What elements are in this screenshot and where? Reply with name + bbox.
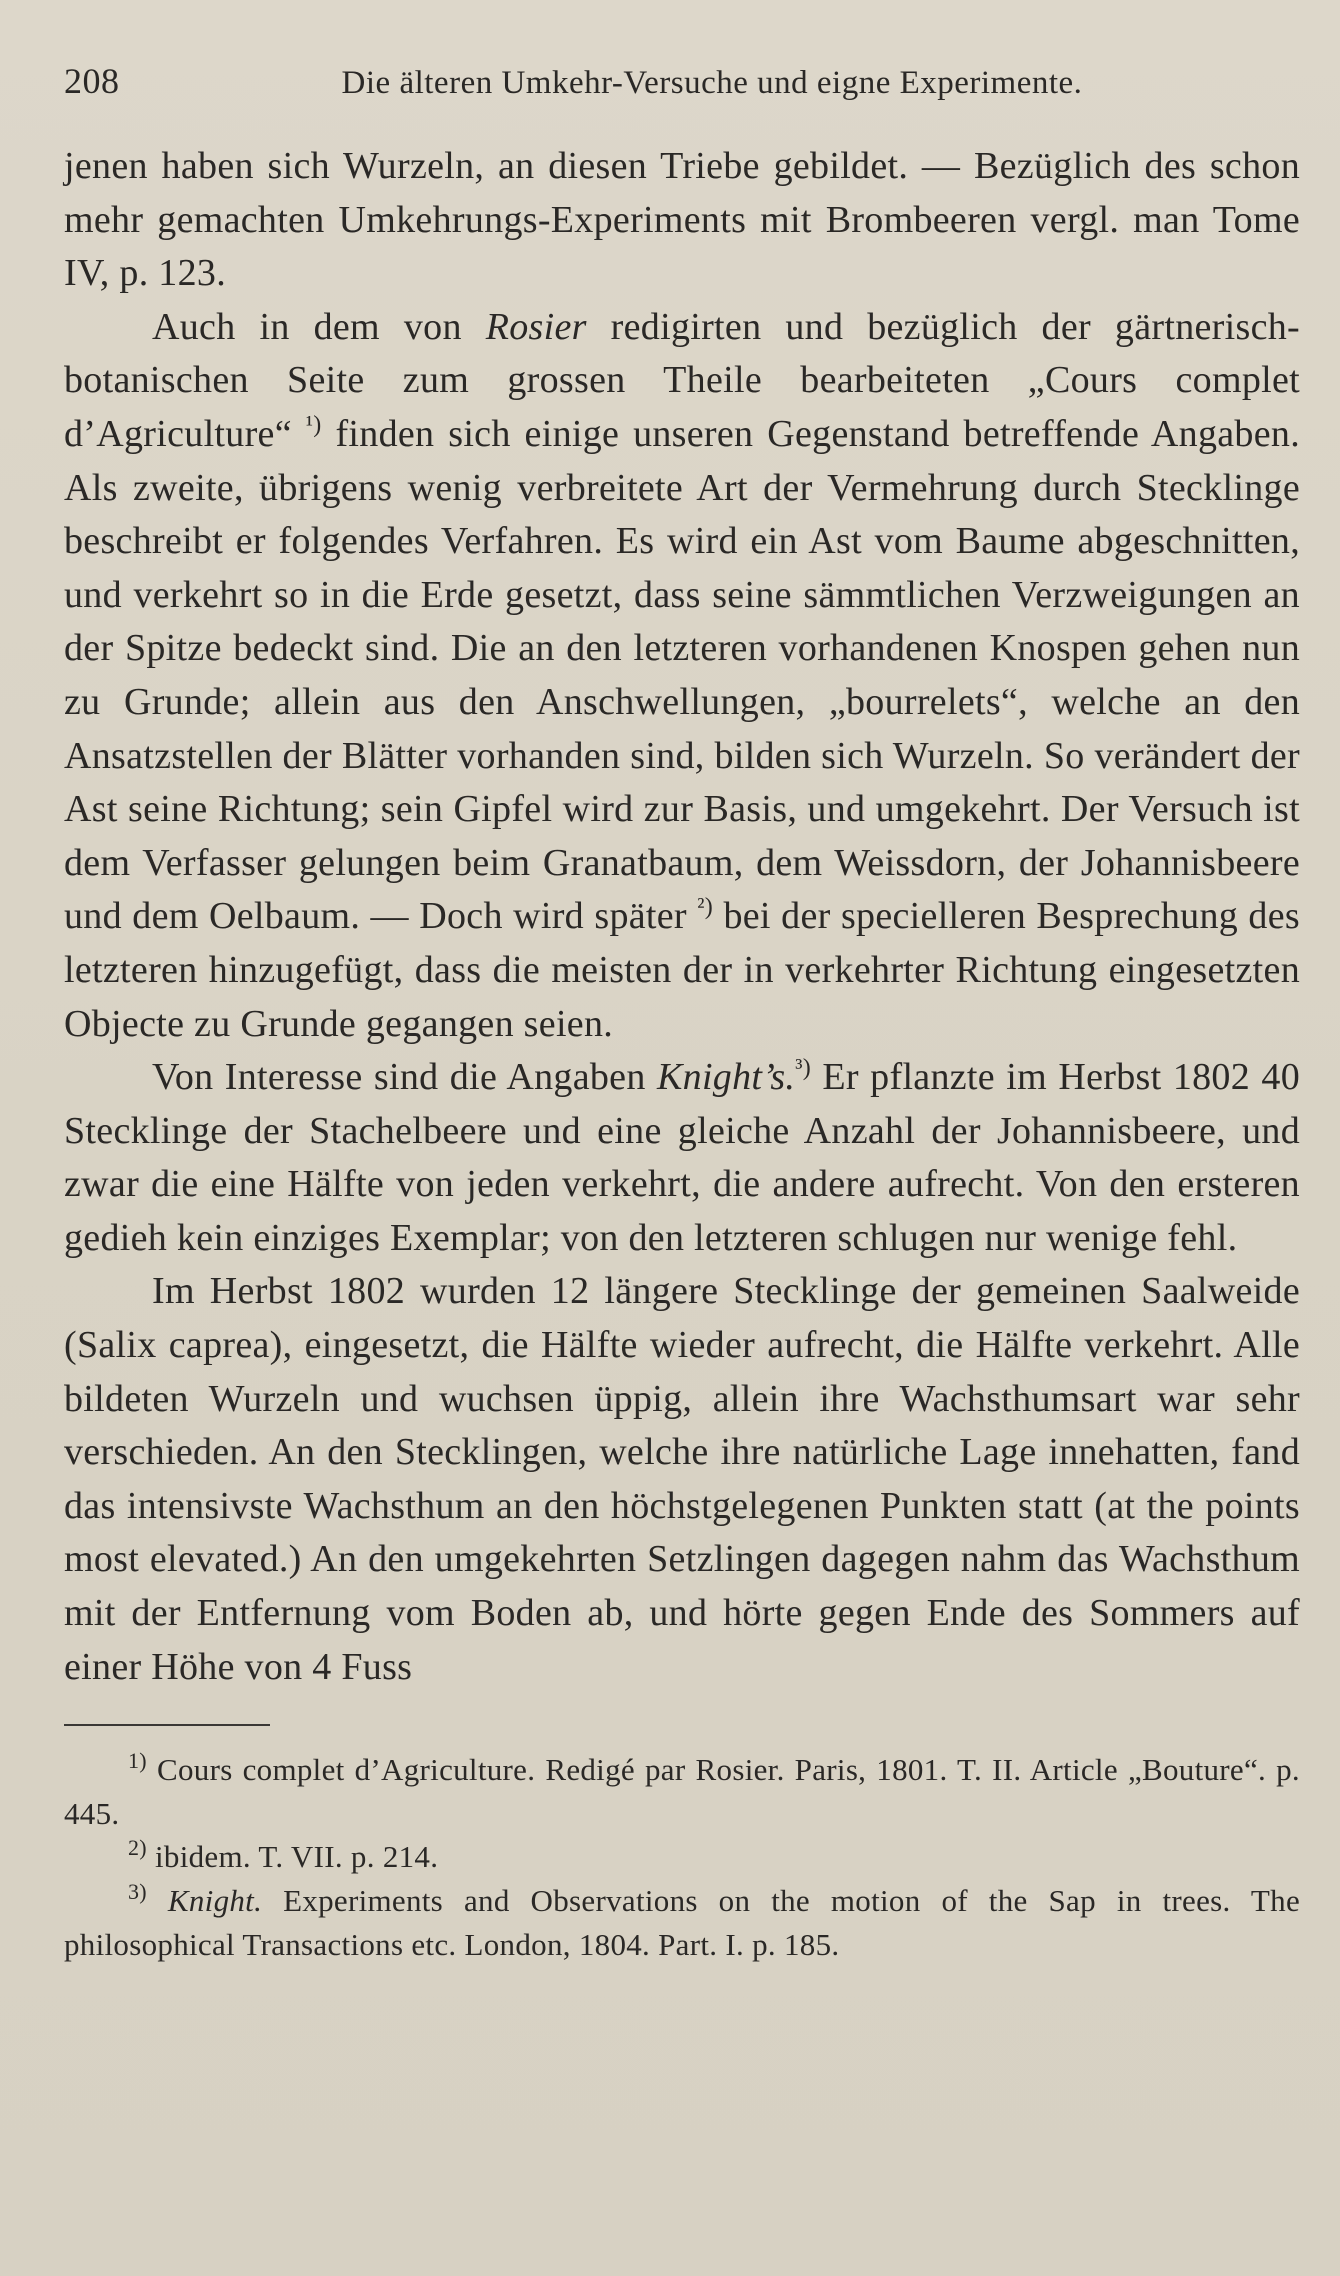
paragraph-3-text-b: Er pflanzte im Herbst 1802 40 Stecklinge der Stachelbeere und eine gleiche Anzahl der Johannisbeere, und zwar die eine Hälfte von jeden verkehrt, die andere aufrecht. Von den ersteren gedieh kein einziges Exemplar; von den letzteren schlugen nur wenige fehl. xyxy=(64,1056,1300,1259)
paragraph-4-text: Im Herbst 1802 wurden 12 längere Stecklinge der gemeinen Saalweide (Salix caprea), eingesetzt, die Hälfte wieder aufrecht, die Hälfte verkehrt. Alle bildeten Wurzeln und wuchsen üppig, allein ihre Wachsthumsart war sehr verschieden. An den Stecklingen, welche ihre natürliche Lage innehatten, fand das intensivste Wachsthum an den höchstgelegenen Punkten statt (at the points most elevated.) An den umgekehrten Setzlingen dagegen nahm das Wachsthum mit der Entfernung vom Boden ab, und hörte gegen Ende des Sommers auf einer Höhe von 4 Fuss xyxy=(64,1270,1300,1688)
footnote-reference-2: ²) xyxy=(697,894,714,921)
running-head xyxy=(64,60,1300,104)
paragraph-4 xyxy=(64,1265,1300,1694)
paragraph-3-text-a: Von Interesse sind die Angaben xyxy=(152,1056,657,1099)
paragraph-3 xyxy=(64,1051,1300,1265)
paragraph-1-text: jenen haben sich Wurzeln, an diesen Triebe gebildet. — Bezüglich des schon mehr gemachten Umkehrungs-Experiments mit Brombeeren vergl. man Tome IV, p. 123. xyxy=(64,145,1300,295)
paragraph-2-text-c: finden sich einige unseren Gegenstand betreffende Angaben. Als zweite, übrigens wenig verbreitete Art der Vermehrung durch Stecklinge beschreibt er folgendes Verfahren. Es wird ein Ast vom Baume abgeschnitten, und verkehrt so in die Erde gesetzt, dass seine sämmtlichen Verzweigungen an der Spitze bedeckt sind. Die an den letzteren vorhandenen Knospen gehen nun zu Grunde; allein aus den Anschwellungen, „bourrelets“, welche an den Ansatzstellen der Blätter vorhanden sind, bilden sich Wurzeln. So verändert der Ast seine Richtung; sein Gipfel wird zur Basis, und umgekehrt. Der Versuch ist dem Verfasser gelungen beim Granatbaum, dem Weissdorn, der Johannisbeere und dem Oelbaum. — Doch wird später xyxy=(64,412,1300,938)
footnote-reference-3: ³) xyxy=(795,1055,812,1082)
page-number: 208 xyxy=(64,61,120,101)
footnote-3 xyxy=(64,1879,1300,1966)
author-name-knight: Knight’s. xyxy=(657,1056,796,1099)
footnote-2-mark: 2) xyxy=(128,1835,147,1861)
paragraph-1 xyxy=(64,140,1300,301)
paragraph-2 xyxy=(64,301,1300,1051)
footnote-3-text: Experiments and Observations on the motion of the Sap in trees. The philosophical Transactions etc. London, 1804. Part. I. p. 185. xyxy=(64,1883,1300,1962)
running-title: Die älteren Umkehr-Versuche und eigne Experimente. xyxy=(341,65,1083,101)
footnote-1-text: Cours complet d’Agriculture. Redigé par Rosier. Paris, 1801. T. II. Article „Bouture“. p. 445. xyxy=(64,1752,1300,1831)
body-text xyxy=(64,140,1300,1694)
footnote-3-mark: 3) xyxy=(128,1879,147,1904)
footnote-reference-1: ¹) xyxy=(305,411,322,438)
footnotes xyxy=(64,1748,1300,1966)
footnote-1-mark: 1) xyxy=(128,1748,147,1774)
paragraph-2-text-d: bei der specielleren Besprechung des letzteren hinzugefügt, dass die meisten der in verkehrter Richtung eingesetzten Objecte zu Grunde gegangen seien. xyxy=(64,895,1300,1045)
footnote-3-author: Knight. xyxy=(167,1883,263,1918)
author-name-rosier: Rosier xyxy=(485,305,587,348)
footnote-2-text: ibidem. T. VII. p. 214. xyxy=(146,1839,439,1875)
footnote-2 xyxy=(64,1835,1300,1879)
paragraph-2-text-a: Auch in dem von xyxy=(152,305,486,348)
footnote-rule xyxy=(64,1724,270,1726)
footnote-1 xyxy=(64,1748,1300,1835)
paragraph-2-text-b: redigirten und bezüglich der gärtnerisch-botanischen Seite zum grossen Theile bearbeiteten „Cours complet d’Agriculture“ xyxy=(64,305,1300,455)
